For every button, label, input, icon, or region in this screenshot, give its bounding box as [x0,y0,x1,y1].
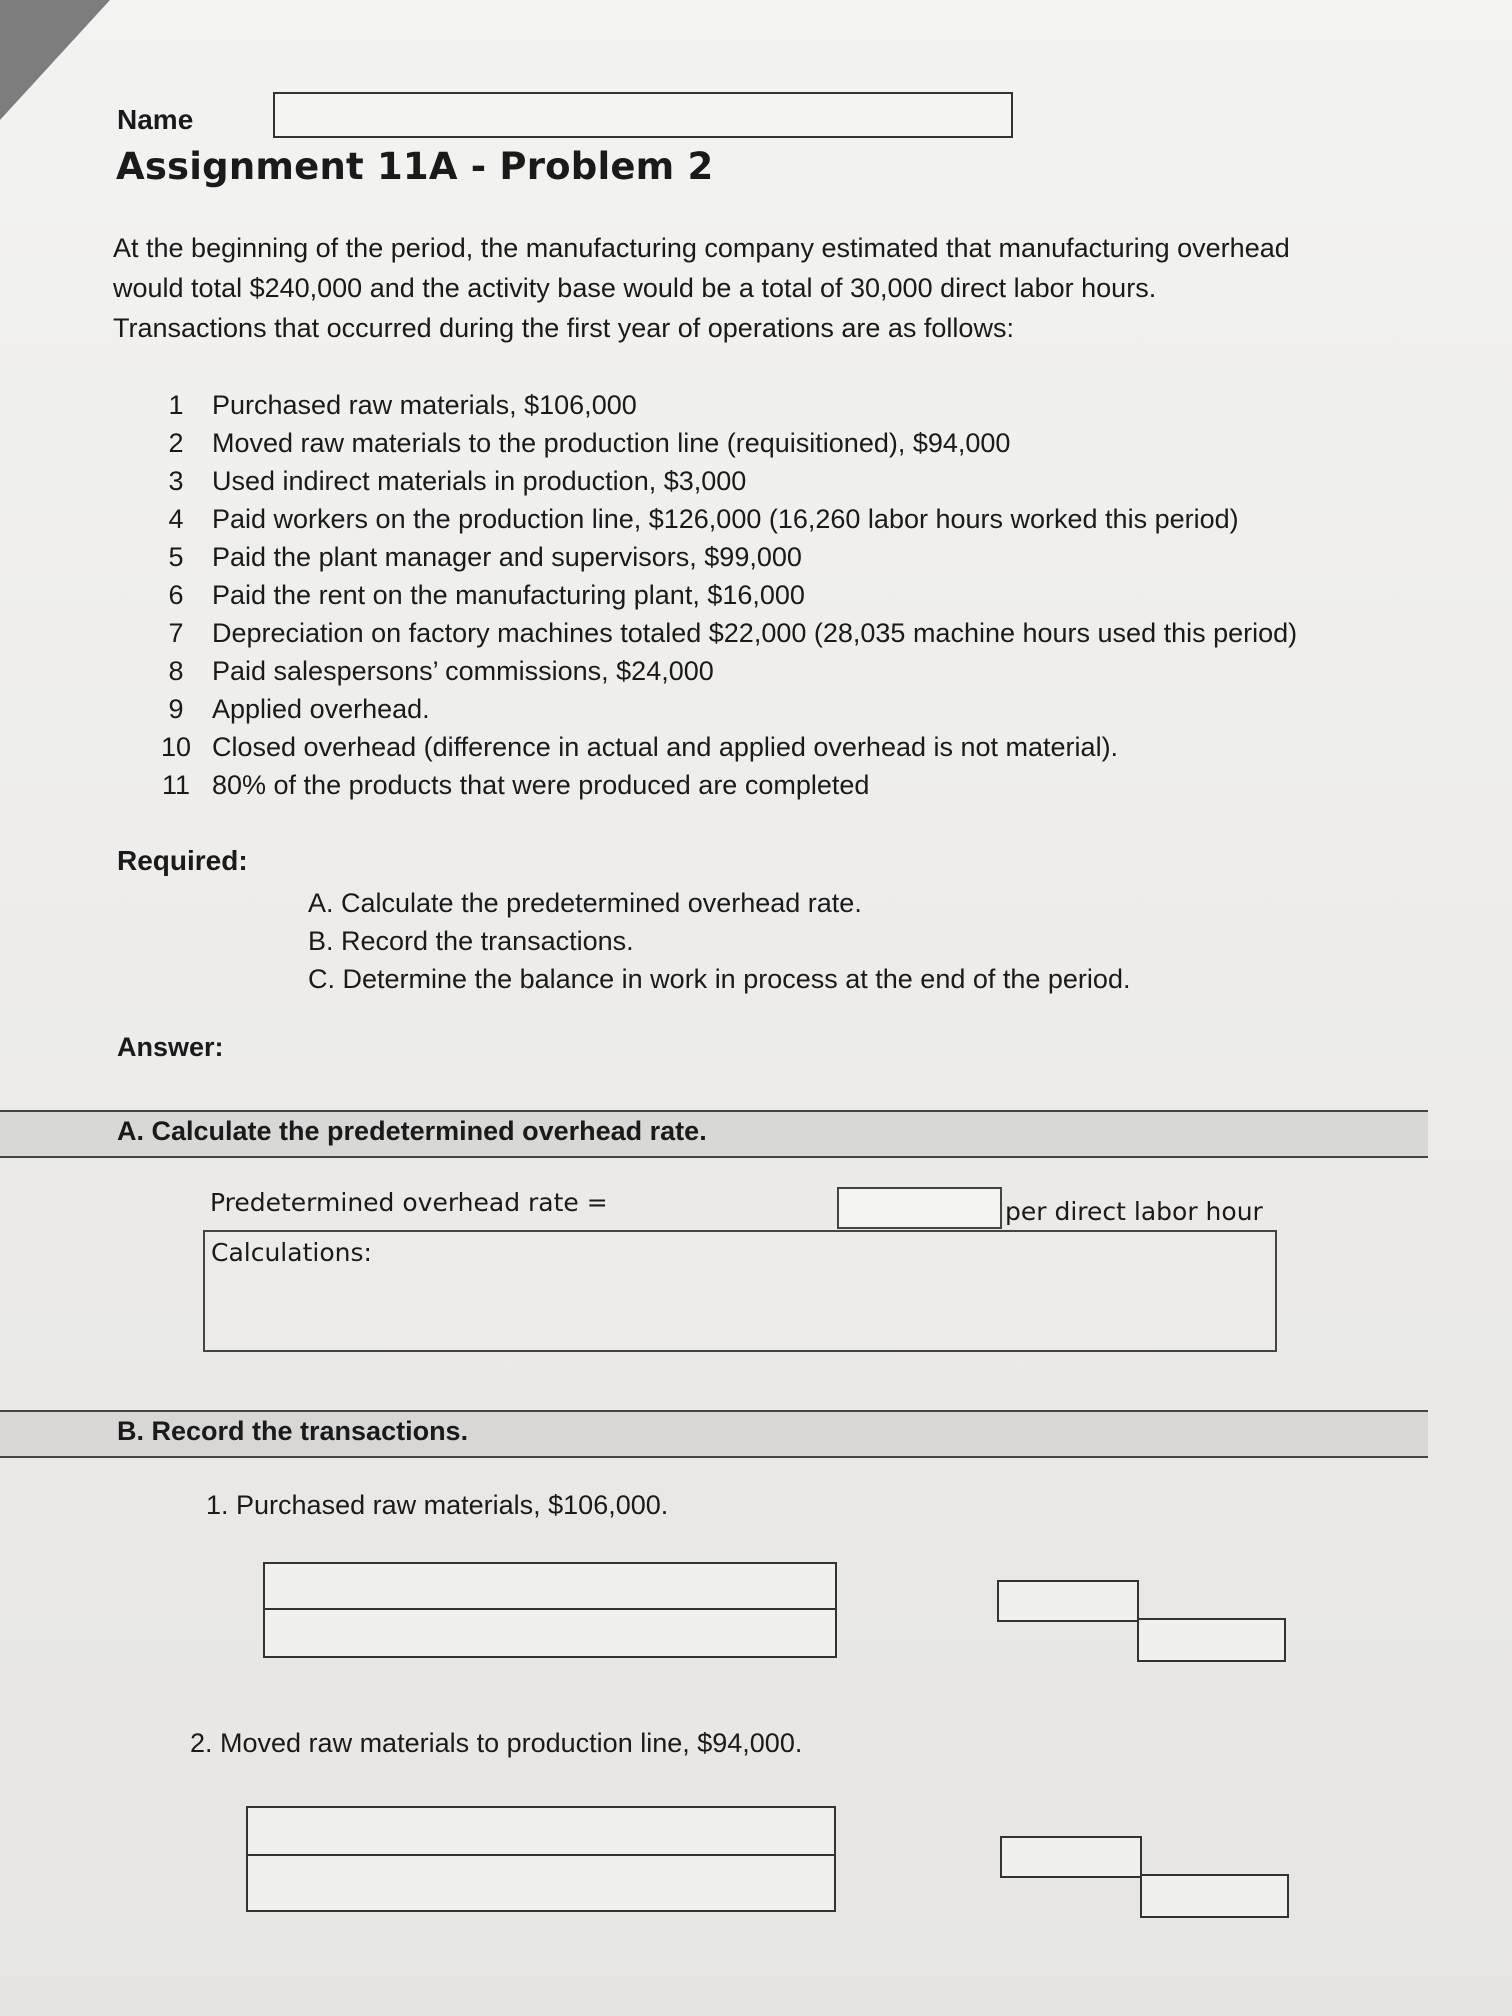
list-item [140,652,1297,690]
item-text: Paid salespersons’ commissions, $24,000 [212,655,714,686]
section-a-heading: A. Calculate the predetermined overhead rate. [117,1116,707,1146]
item-number: 8 [168,655,184,686]
rate-input[interactable] [837,1187,1002,1229]
list-item [140,538,1297,576]
assignment-title: Assignment 11A - Problem 2 [116,145,714,188]
item-number: 9 [168,693,184,724]
item-number: 10 [160,731,192,762]
answer-heading: Answer: [117,1032,224,1062]
divider [0,1156,1428,1158]
list-item [140,576,1297,614]
item-text: Purchased raw materials, $106,000 [212,389,637,420]
section-b-heading: B. Record the transactions. [117,1416,469,1446]
list-item [140,614,1297,652]
list-item [140,462,1297,500]
list-item [140,424,1297,462]
name-label: Name [117,104,194,135]
list-item [140,728,1297,766]
required-item: C. Determine the balance in work in process at the end of the period. [308,964,1131,994]
t-account-1[interactable] [997,1580,1297,1675]
required-item: B. Record the transactions. [308,926,634,956]
transaction-list [140,386,1297,804]
t-account-credit[interactable] [1137,1618,1286,1662]
item-text: Moved raw materials to the production line (requisitioned), $94,000 [212,427,1011,458]
required-list [308,884,1130,998]
intro-line: Transactions that occurred during the first year of operations are as follows: [113,313,1014,343]
journal-entry-1[interactable] [263,1562,837,1658]
required-heading: Required: [117,845,248,876]
item-text: Paid workers on the production line, $126,000 (16,260 labor hours worked this period) [212,503,1239,534]
list-item [140,386,1297,424]
item-number: 4 [168,503,184,534]
item-text: Used indirect materials in production, $3,000 [212,465,747,496]
item-text: Closed overhead (difference in actual and applied overhead is not material). [212,731,1119,762]
item-number: 5 [168,541,184,572]
t-account-2[interactable] [1000,1836,1300,1931]
item-number: 2 [168,427,184,458]
item-text: Paid the rent on the manufacturing plant, $16,000 [212,579,805,610]
intro-line: would total $240,000 and the activity base would be a total of 30,000 direct labor hours. [113,273,1157,303]
rate-unit: per direct labor hour [1005,1197,1263,1226]
list-item [140,500,1297,538]
item-number: 3 [168,465,184,496]
item-text: 80% of the products that were produced are completed [212,769,870,800]
journal-line [248,1854,834,1856]
page-corner-shadow [0,0,110,120]
calculations-label: Calculations: [211,1238,372,1267]
intro-paragraph [113,228,1290,348]
list-item [140,766,1297,804]
item-text: Applied overhead. [212,693,430,724]
t-account-divider [1137,1580,1139,1618]
item-number: 11 [161,769,191,800]
item-number: 6 [168,579,184,610]
entry-1-title: 1. Purchased raw materials, $106,000. [206,1490,669,1520]
required-item: A. Calculate the predetermined overhead rate. [308,888,862,918]
item-text: Paid the plant manager and supervisors, $99,000 [212,541,802,572]
divider [0,1410,1428,1412]
journal-line [265,1608,835,1610]
divider [0,1456,1428,1458]
t-account-credit[interactable] [1140,1874,1289,1918]
name-input-box[interactable] [273,92,1013,138]
t-account-divider [1140,1836,1142,1874]
item-text: Depreciation on factory machines totaled $22,000 (28,035 machine hours used this period) [212,617,1298,648]
calculations-box[interactable] [203,1230,1277,1352]
item-number: 1 [168,389,184,420]
divider [0,1110,1428,1112]
journal-entry-2[interactable] [246,1806,836,1912]
t-account-debit[interactable] [997,1580,1139,1622]
intro-line: At the beginning of the period, the manufacturing company estimated that manufacturing overhead [113,233,1290,263]
t-account-debit[interactable] [1000,1836,1142,1878]
rate-label: Predetermined overhead rate = [210,1188,608,1217]
entry-2-title: 2. Moved raw materials to production line, $94,000. [190,1728,803,1758]
list-item [140,690,1297,728]
item-number: 7 [168,617,184,648]
